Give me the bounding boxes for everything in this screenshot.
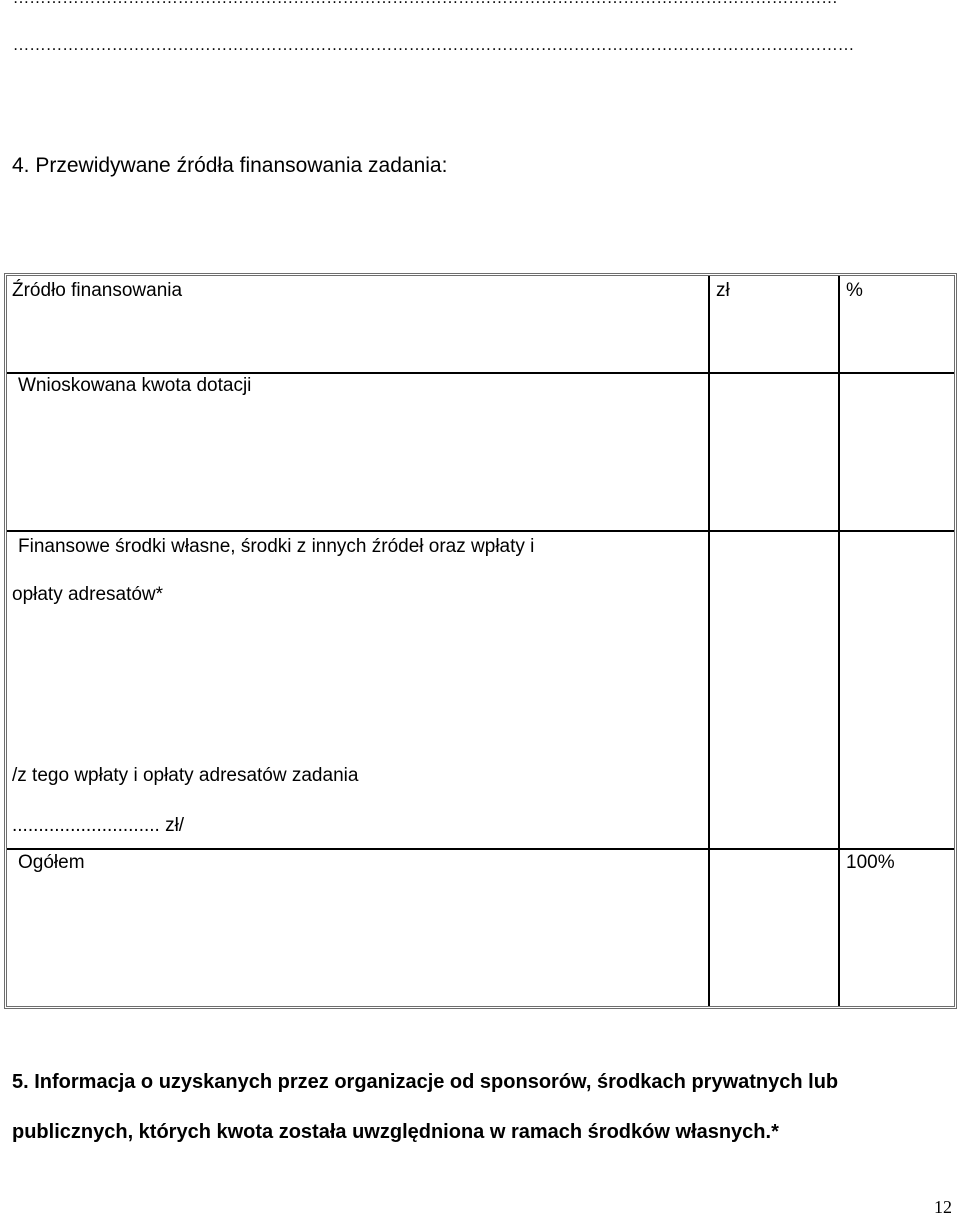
dotted-fill-line xyxy=(13,0,953,8)
column-divider xyxy=(708,276,710,1006)
own-funds-label: Finansowe środki własne, środki z innych źródeł oraz wpłaty i xyxy=(18,536,535,557)
section-5-heading-continued: publicznych, których kwota została uwzględniona w ramach środków własnych.* xyxy=(12,1121,779,1143)
total-label: Ogółem xyxy=(18,852,85,873)
section-4-heading: 4. Przewidywane źródła finansowania zadania: xyxy=(12,154,448,177)
dotted-fill-line: ……………………………………………………………………………………………………………………………………… xyxy=(13,37,855,54)
page-number: 12 xyxy=(934,1197,952,1217)
row-divider xyxy=(7,848,954,850)
requested-grant-label: Wnioskowana kwota dotacji xyxy=(18,375,252,396)
total-percent: 100% xyxy=(846,852,895,873)
header-source-label: Źródło finansowania xyxy=(12,280,183,301)
row-divider xyxy=(7,530,954,532)
header-percent-label: % xyxy=(846,280,863,301)
own-funds-label-continued: opłaty adresatów* xyxy=(12,584,164,605)
section-5-heading: 5. Informacja o uzyskanych przez organizacje od sponsorów, środkach prywatnych lub xyxy=(12,1071,839,1093)
row-divider xyxy=(7,372,954,374)
recipient-payments-label: /z tego wpłaty i opłaty adresatów zadania xyxy=(12,765,359,786)
column-divider xyxy=(838,276,840,1006)
recipient-payments-amount-blank: ............................ zł/ xyxy=(12,815,185,836)
header-zl-label: zł xyxy=(716,280,730,301)
